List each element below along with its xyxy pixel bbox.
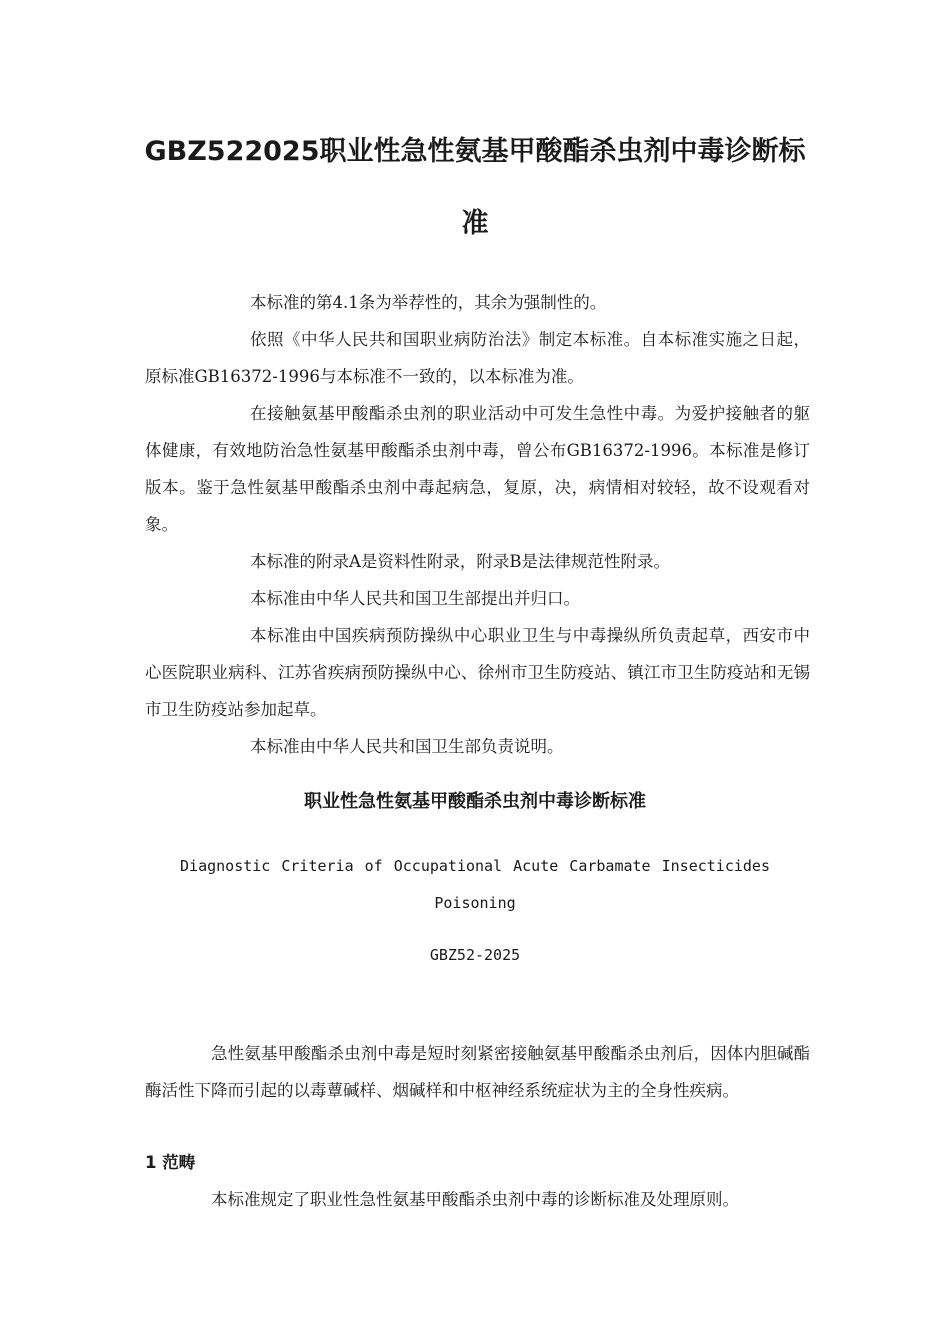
document-title-line1: GBZ522025职业性急性氨基甲酸酯杀虫剂中毒诊断标 [144, 136, 806, 167]
foreword-paragraph: 本标准由中华人民共和国卫生部提出并归口。 [250, 589, 580, 608]
intro-section [145, 1035, 810, 1109]
foreword-paragraph: 本标准的附录A是资料性附录，附录B是法律规范性附录。 [250, 552, 671, 571]
scope-paragraph: 本标准规定了职业性急性氨基甲酸酯杀虫剂中毒的诊断标准及处理原则。 [211, 1190, 739, 1209]
english-title [160, 848, 790, 922]
standard-subtitle: 职业性急性氨基甲酸酯杀虫剂中毒诊断标准 [304, 791, 646, 812]
english-title-line1: Diagnostic Criteria of Occupational Acute Carbamate Insecticides [180, 857, 770, 875]
document-title-line2: 准 [461, 208, 489, 239]
foreword-paragraph: 本标准由中国疾病预防操纵中心职业卫生与中毒操纵所负责起草，西安市中心医院职业病科、江苏省疾病预防操纵中心、徐州市卫生防疫站、镇江市卫生防疫站和无锡市卫生防疫站参加起草。 [145, 626, 810, 719]
foreword-paragraph: 本标准由中华人民共和国卫生部负责说明。 [250, 737, 564, 756]
foreword-paragraph: 依照《中华人民共和国职业病防治法》制定本标准。自本标准实施之日起，原标准GB16372-1996与本标准不一致的，以本标准为准。 [145, 330, 810, 386]
foreword-paragraph: 在接触氨基甲酸酯杀虫剂的职业活动中可发生急性中毒。为爱护接触者的躯体健康，有效地防治急性氨基甲酸酯杀虫剂中毒，曾公布GB16372-1996。本标准是修订版本。鉴于急性氨基甲酸酯杀虫剂中毒起病急，复原，决，病情相对较轻，故不设观看对象。 [145, 404, 810, 534]
standard-code: GBZ52-2025 [429, 946, 521, 964]
section-heading-scope: 1 范畴 [145, 1153, 196, 1172]
foreword-section [145, 284, 810, 765]
intro-paragraph: 急性氨基甲酸酯杀虫剂中毒是短时刻紧密接触氨基甲酸酯杀虫剂后，因体内胆碱酯酶活性下降而引起的以毒蕈碱样、烟碱样和中枢神经系统症状为主的全身性疾病。 [145, 1044, 810, 1100]
foreword-paragraph: 本标准的第4.1条为举荐性的，其余为强制性的。 [250, 293, 607, 312]
english-title-line2: Poisoning [434, 894, 516, 912]
scope-section [145, 1185, 810, 1215]
